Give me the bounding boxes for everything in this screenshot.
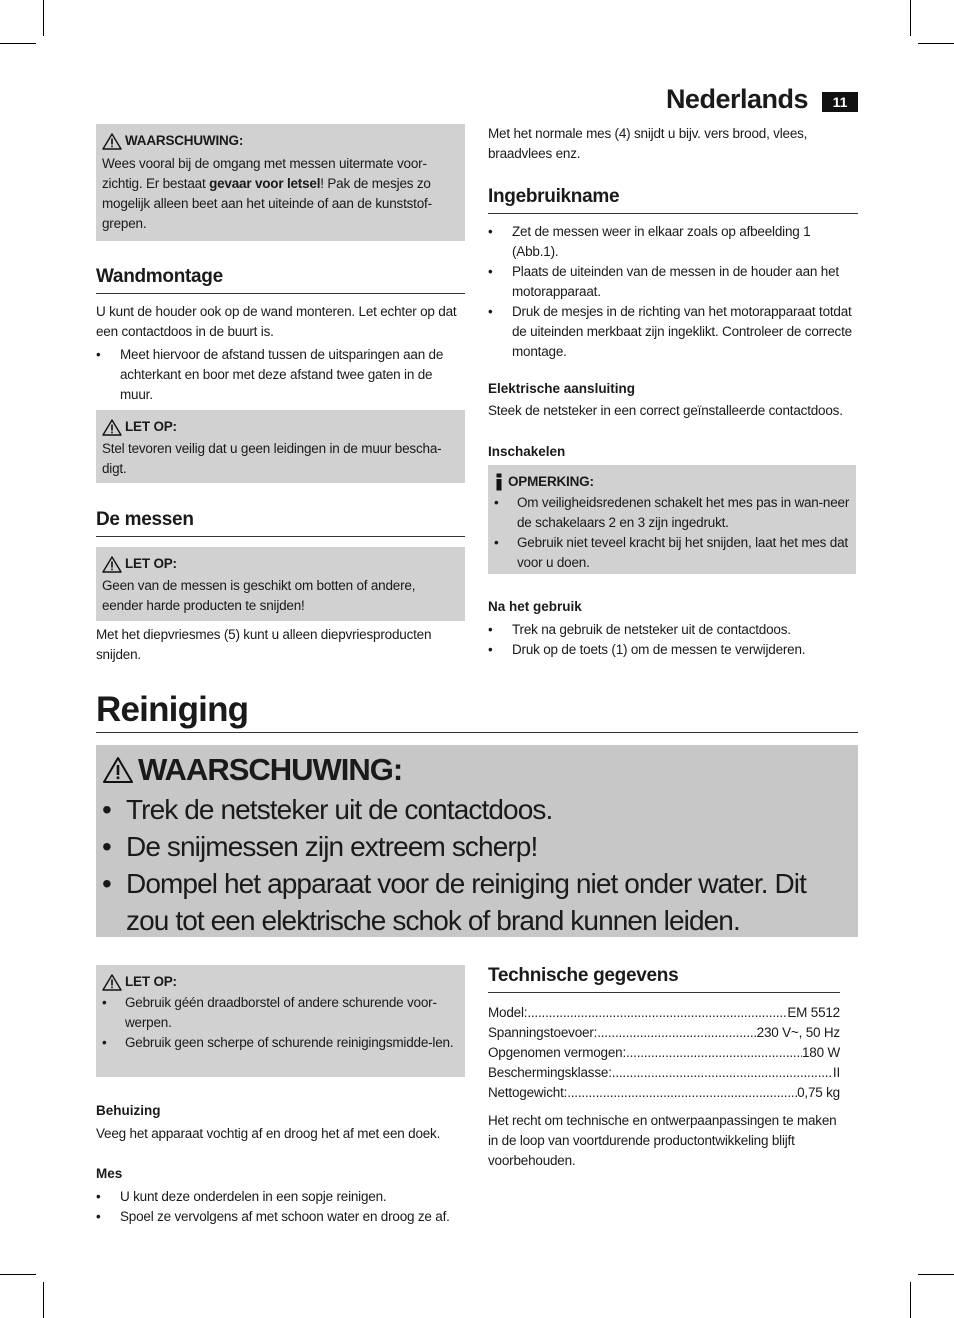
section-heading-ingebruikname: Ingebruikname	[488, 186, 858, 214]
bullet: •	[102, 794, 111, 825]
normal-knife-text: Met het normale mes (4) snijdt u bijv. vers brood, vlees, braadvlees enz.	[488, 126, 808, 161]
list-item	[488, 302, 858, 362]
spec-label: Opgenomen vermogen:	[488, 1045, 627, 1060]
wandmontage-list	[96, 345, 465, 405]
spec-label: Model:	[488, 1005, 528, 1020]
list-item-text: Trek na gebruik de netsteker uit de contactdoos.	[512, 622, 791, 637]
subheading-behuizing: Behuizing	[96, 1103, 161, 1118]
list-item	[488, 222, 858, 262]
list-item	[494, 493, 850, 533]
list-item	[102, 1033, 459, 1053]
bullet: •	[494, 495, 499, 510]
page-language-title: Nederlands	[665, 84, 808, 114]
spec-value: 230 V~, 50 Hz	[756, 1025, 840, 1040]
messen-text: Met het diepvriesmes (5) kunt u alleen diepvriesproducten snijden.	[96, 627, 432, 662]
right-column-bottom	[488, 965, 840, 1171]
crop-mark	[0, 1274, 36, 1275]
big-warning-box	[96, 745, 858, 937]
note-box	[96, 547, 465, 621]
subheading-elektrische-aansluiting: Elektrische aansluiting	[488, 381, 636, 396]
bullet: •	[488, 264, 493, 279]
spec-row	[488, 1083, 840, 1103]
bullet: •	[96, 1209, 101, 1224]
spec-value: EM 5512	[787, 1005, 840, 1020]
right-column-top	[488, 124, 858, 660]
bullet: •	[102, 1035, 107, 1050]
dot-leader	[626, 1043, 802, 1063]
remark-box	[488, 465, 856, 574]
section-heading-wandmontage: Wandmontage	[96, 266, 465, 294]
spec-row	[488, 1003, 840, 1023]
spec-row	[488, 1043, 840, 1063]
list-item-text: U kunt deze onderdelen in een sopje reinigen.	[120, 1189, 387, 1204]
warning-text-part: Wees vooral bij de omgang met messen uitermate voor-zichtig. Er bestaat	[102, 156, 427, 191]
list-item-text: Druk de mesjes in de richting van het motorapparaat totdat de uiteinden merkbaat zijn ingeklikt. Controleer de correcte montage.	[512, 304, 852, 359]
na-gebruik-list	[488, 620, 858, 660]
list-item	[96, 1187, 465, 1207]
list-item	[488, 620, 858, 640]
crop-mark	[43, 1282, 44, 1318]
note-title-text: LET OP:	[125, 974, 177, 989]
note-title	[102, 554, 459, 574]
page-number: 11	[822, 92, 858, 112]
behuizing-text: Veeg het apparaat vochtig af en droog het af met een doek.	[96, 1126, 441, 1141]
spec-label: Spanningstoevoer:	[488, 1025, 598, 1040]
list-item	[102, 828, 852, 865]
big-warning-title	[102, 749, 852, 791]
list-item-text: Druk op de toets (1) om de messen te verwijderen.	[512, 642, 806, 657]
note-text: Stel tevoren veilig dat u geen leidingen in de muur bescha-digt.	[102, 441, 442, 476]
warning-text-part: ! Pak de mesjes zo mogelijk alleen beet aan het uiteinde of aan de kunststof-grepen.	[102, 176, 432, 231]
warning-text	[102, 154, 459, 234]
warning-triangle-icon	[102, 756, 134, 784]
bullet: •	[96, 1189, 101, 1204]
note-title-text: LET OP:	[125, 419, 177, 434]
spec-value: II	[832, 1065, 840, 1080]
big-warning-title-text: WAARSCHUWING:	[138, 752, 403, 787]
note-text: Geen van de messen is geschikt om botten of andere, eender harde producten te snijden!	[102, 578, 416, 613]
spec-value: 0,75 kg	[797, 1085, 840, 1100]
list-item-text: Gebruik geen scherpe of schurende reinigingsmidde-len.	[125, 1035, 454, 1050]
list-item-text: Meet hiervoor de afstand tussen de uitsparingen aan de achterkant en boor met deze afstand twee gaten in de muur.	[120, 347, 444, 402]
info-icon	[494, 473, 505, 491]
list-item	[102, 791, 852, 828]
list-item	[488, 262, 858, 302]
section-heading-messen: De messen	[96, 509, 465, 537]
mes-list	[96, 1187, 465, 1227]
bullet: •	[488, 622, 493, 637]
subheading-na-het-gebruik: Na het gebruik	[488, 599, 582, 614]
crop-mark	[43, 0, 44, 36]
ingebruikname-list	[488, 222, 858, 362]
spec-label: Nettogewicht:	[488, 1085, 568, 1100]
crop-mark	[0, 43, 36, 44]
left-column-bottom	[96, 965, 465, 1227]
note-box	[96, 965, 465, 1077]
list-item	[96, 345, 465, 405]
bullet: •	[494, 535, 499, 550]
warning-box	[96, 124, 465, 241]
list-item-text: Gebruik géén draadborstel of andere schurende voor-werpen.	[125, 995, 437, 1030]
note-title	[102, 972, 459, 992]
crop-mark	[910, 0, 911, 36]
subheading-mes: Mes	[96, 1166, 123, 1181]
warning-triangle-icon	[102, 974, 122, 991]
bullet: •	[102, 868, 111, 899]
spec-table	[488, 1003, 840, 1103]
remark-title-text: OPMERKING:	[508, 474, 594, 489]
bullet: •	[488, 642, 493, 657]
disclaimer-text: Het recht om technische en ontwerpaanpassingen te maken in de loop van voortdurende productontwikkeling blijft voorbehouden.	[488, 1113, 837, 1168]
note-title-text: LET OP:	[125, 556, 177, 571]
list-item	[494, 533, 850, 573]
list-item-text: Dompel het apparaat voor de reiniging niet onder water. Dit zou tot een elektrische schok of brand kunnen leiden.	[126, 868, 806, 936]
note-list	[102, 993, 459, 1053]
bullet: •	[102, 995, 107, 1010]
bullet: •	[488, 304, 493, 319]
list-item	[488, 640, 858, 660]
warning-triangle-icon	[102, 556, 122, 573]
subheading-inschakelen: Inschakelen	[488, 444, 566, 459]
dot-leader	[612, 1063, 833, 1083]
spec-row	[488, 1063, 840, 1083]
big-warning-list	[102, 791, 852, 939]
bullet: •	[102, 831, 111, 862]
crop-mark	[910, 1282, 911, 1318]
left-column-top	[96, 124, 465, 665]
list-item-text: Om veiligheidsredenen schakelt het mes pas in wan-neer de schakelaars 2 en 3 zijn ingedrukt.	[517, 495, 850, 530]
list-item	[102, 865, 852, 939]
dot-leader	[567, 1083, 797, 1103]
bullet: •	[488, 224, 493, 239]
elektrische-text: Steek de netsteker in een correct geïnstalleerde contactdoos.	[488, 403, 843, 418]
spec-row	[488, 1023, 840, 1043]
list-item-text: Zet de messen weer in elkaar zoals op afbeelding 1 (Abb.1).	[512, 224, 811, 259]
spec-value: 180 W	[801, 1045, 840, 1060]
list-item	[102, 993, 459, 1033]
section-title-reiniging: Reiniging	[96, 690, 858, 733]
warning-text-emphasis: gevaar voor letsel	[209, 176, 321, 191]
warning-title-text: WAARSCHUWING:	[125, 133, 244, 148]
warning-triangle-icon	[102, 419, 122, 436]
remark-list	[494, 493, 850, 573]
warning-triangle-icon	[102, 133, 122, 150]
note-box	[96, 410, 465, 483]
crop-mark	[918, 43, 954, 44]
spec-label: Beschermingsklasse:	[488, 1065, 612, 1080]
remark-title	[494, 472, 850, 492]
note-title	[102, 417, 459, 437]
crop-mark	[918, 1274, 954, 1275]
section-heading-technische-gegevens: Technische gegevens	[488, 965, 840, 993]
bullet: •	[96, 347, 101, 362]
list-item-text: De snijmessen zijn extreem scherp!	[126, 831, 538, 862]
dot-leader	[597, 1023, 756, 1043]
list-item-text: Plaats de uiteinden van de messen in de houder aan het motorapparaat.	[512, 264, 839, 299]
list-item-text: Trek de netsteker uit de contactdoos.	[126, 794, 553, 825]
list-item-text: Gebruik niet teveel kracht bij het snijden, laat het mes dat voor u doen.	[517, 535, 848, 570]
warning-title	[102, 131, 459, 151]
list-item-text: Spoel ze vervolgens af met schoon water en droog ze af.	[120, 1209, 450, 1224]
list-item	[96, 1207, 465, 1227]
wandmontage-intro: U kunt de houder ook op de wand monteren. Let echter op dat een contactdoos in de buurt is.	[96, 304, 457, 339]
dot-leader	[527, 1003, 787, 1023]
